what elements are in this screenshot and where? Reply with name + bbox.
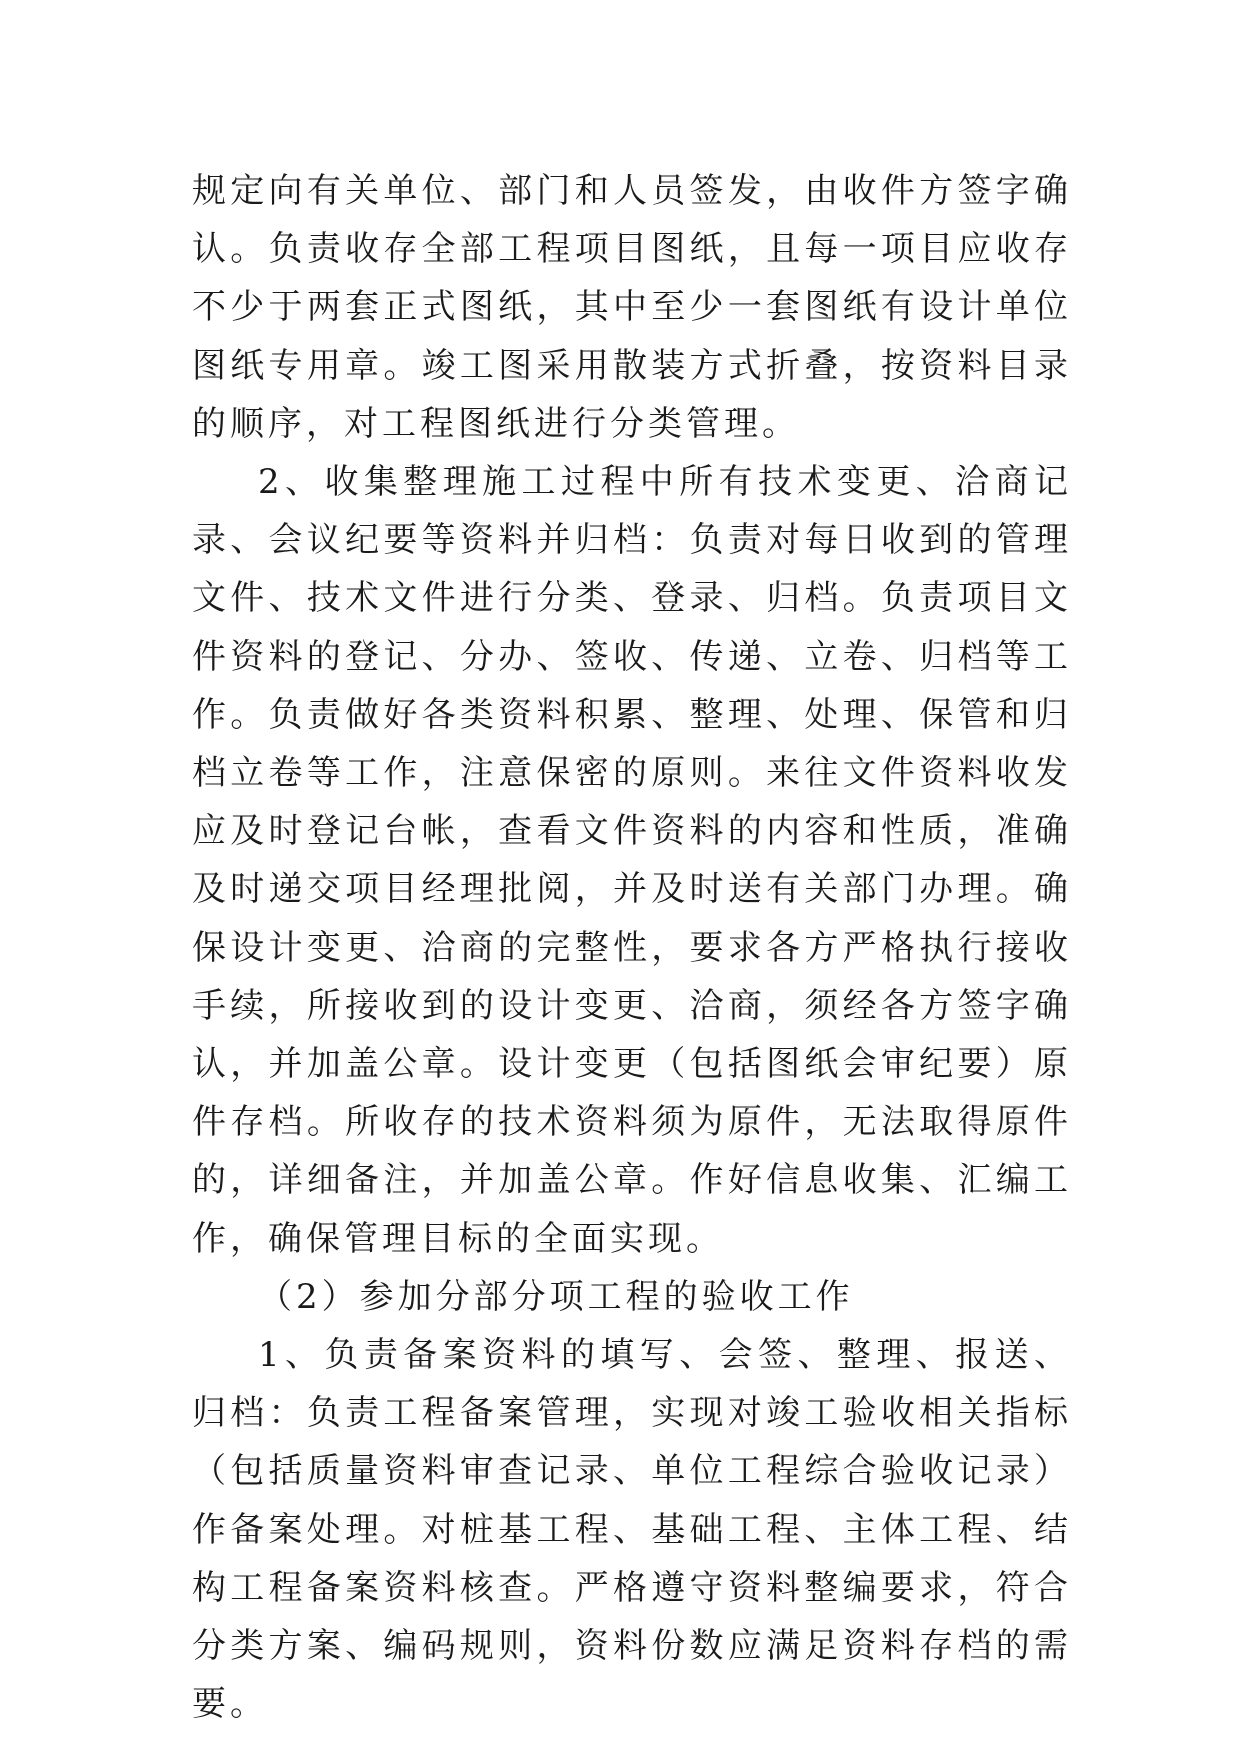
paragraph-filing-records: 1、负责备案资料的填写、会签、整理、报送、归档：负责工程备案管理，实现对竣工验收相关指标（包括质量资料审查记录、单位工程综合验收记录）作备案处理。对桩基工程、基础工程、主体工程、结构工程备案资料核查。严格遵守资料整编要求，符合分类方案、编码规则，资料份数应满足资料存档的需要。: [192, 1335, 1072, 1725]
paragraph-drawing-management: 规定向有关单位、部门和人员签发，由收件方签字确认。负责收存全部工程项目图纸，且每一项目应收存不少于两套正式图纸，其中至少一套图纸有设计单位图纸专用章。竣工图采用散装方式折叠，按资料目录的顺序，对工程图纸进行分类管理。: [192, 171, 1072, 444]
paragraph-technical-changes: 2、收集整理施工过程中所有技术变更、洽商记录、会议纪要等资料并归档：负责对每日收到的管理文件、技术文件进行分类、登录、归档。负责项目文件资料的登记、分办、签收、传递、立卷、归档等工作。负责做好各类资料积累、整理、处理、保管和归档立卷等工作，注意保密的原则。来往文件资料收发应及时登记台帐，查看文件资料的内容和性质，准确及时递交项目经理批阅，并及时送有关部门办理。确保设计变更、洽商的完整性，要求各方严格执行接收手续，所接收到的设计变更、洽商，须经各方签字确认，并加盖公章。设计变更（包括图纸会审纪要）原件存档。所收存的技术资料须为原件，无法取得原件的，详细备注，并加盖公章。作好信息收集、汇编工作，确保管理目标的全面实现。: [192, 462, 1072, 1259]
section-heading-acceptance: （2）参加分部分项工程的验收工作: [258, 1276, 854, 1317]
document-body: [192, 162, 1072, 1733]
